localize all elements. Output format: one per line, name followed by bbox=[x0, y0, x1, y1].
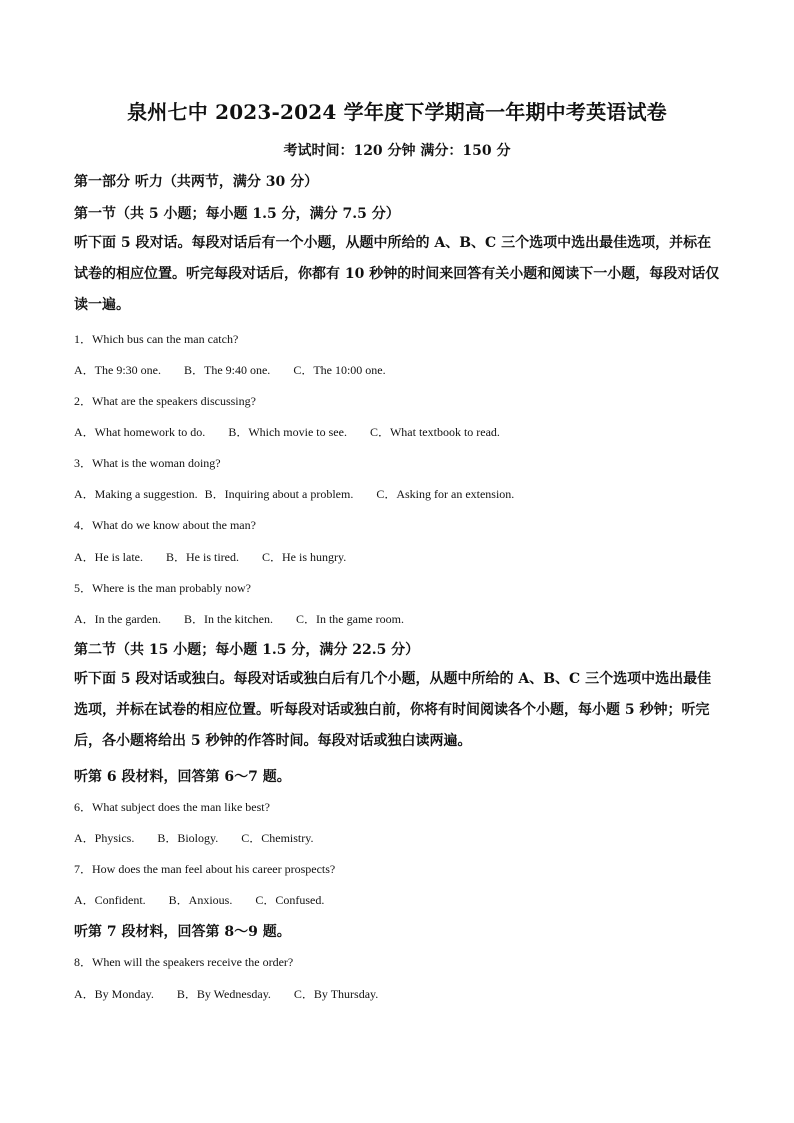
question-stem: 3．What is the woman doing? bbox=[74, 456, 221, 470]
option-b: B．In the kitchen. bbox=[183, 612, 273, 626]
option-b: B．By Wednesday. bbox=[176, 987, 271, 1001]
option-c: C．He is hungry. bbox=[261, 550, 347, 564]
option-a: A．In the garden. bbox=[74, 612, 161, 626]
section2-heading: 第二节（共 15 小题；每小题 1.5 分，满分 22.5 分） bbox=[74, 642, 420, 658]
option-b: B．Which movie to see. bbox=[228, 425, 347, 439]
question-stem: 4．What do we know about the man? bbox=[74, 518, 256, 532]
question-stem: 1．Which bus can the man catch? bbox=[74, 332, 239, 346]
material-7-heading: 听第 7 段材料，回答第 8～9 题。 bbox=[74, 924, 291, 940]
option-a: A．Physics. bbox=[74, 831, 135, 845]
question-options bbox=[74, 548, 366, 565]
option-c: C．In the game room. bbox=[295, 612, 404, 626]
option-a: A．The 9:30 one. bbox=[74, 363, 161, 377]
option-c: C．Confused. bbox=[255, 893, 325, 907]
option-b: B．Anxious. bbox=[168, 893, 233, 907]
question-options bbox=[74, 423, 520, 440]
question-stem: 2．What are the speakers discussing? bbox=[74, 394, 256, 408]
question-stem: 6．What subject does the man like best? bbox=[74, 800, 270, 814]
question-options bbox=[74, 485, 534, 502]
question-stem: 7．How does the man feel about his career prospects? bbox=[74, 862, 336, 876]
question-options bbox=[74, 829, 333, 846]
option-b: B．He is tired. bbox=[165, 550, 239, 564]
option-c: C．Chemistry. bbox=[241, 831, 314, 845]
part1-heading: 第一部分 听力（共两节，满分 30 分） bbox=[74, 174, 319, 190]
section1-heading: 第一节（共 5 小题；每小题 1.5 分，满分 7.5 分） bbox=[74, 206, 400, 222]
question-stem: 5．Where is the man probably now? bbox=[74, 581, 251, 595]
question-stem: 8．When will the speakers receive the order? bbox=[74, 955, 294, 969]
section2-instructions: 听下面 5 段对话或独白。每段对话或独白后有几个小题，从题中所给的 A、B、C 三个选项中选出最佳选项，并标在试卷的相应位置。听每段对话或独白前，你将有时间阅读各个小题，每小题 5 秒钟；听完后，各小题将给出 5 秒钟的作答时间。每段对话或独白读两遍。 bbox=[74, 671, 712, 749]
option-a: A．He is late. bbox=[74, 550, 143, 564]
option-b: B．The 9:40 one. bbox=[183, 363, 271, 377]
option-b: B．Biology. bbox=[157, 831, 219, 845]
option-a: A．What homework to do. bbox=[74, 425, 206, 439]
option-a: A．Making a suggestion. bbox=[74, 487, 198, 501]
exam-info: 考试时间：120 分钟 满分：150 分 bbox=[283, 143, 511, 159]
option-c: C．What textbook to read. bbox=[369, 425, 500, 439]
option-c: C．By Thursday. bbox=[293, 987, 379, 1001]
section1-instructions: 听下面 5 段对话。每段对话后有一个小题，从题中所给的 A、B、C 三个选项中选出最佳选项，并标在试卷的相应位置。听完每段对话后，你都有 10 秒钟的时间来回答有关小题和阅读下一小题，每段对话仅读一遍。 bbox=[74, 235, 720, 313]
material-6-heading: 听第 6 段材料，回答第 6～7 题。 bbox=[74, 769, 291, 785]
question-options bbox=[74, 891, 344, 908]
question-options bbox=[74, 610, 424, 627]
option-a: A．Confident. bbox=[74, 893, 146, 907]
option-c: C．Asking for an extension. bbox=[376, 487, 515, 501]
option-b: B．Inquiring about a problem. bbox=[204, 487, 354, 501]
option-c: C．The 10:00 one. bbox=[293, 363, 386, 377]
page-title: 泉州七中 2023-2024 学年度下学期高一年期中考英语试卷 bbox=[127, 100, 667, 124]
question-options bbox=[74, 361, 406, 378]
option-a: A．By Monday. bbox=[74, 987, 154, 1001]
question-options bbox=[74, 985, 398, 1002]
